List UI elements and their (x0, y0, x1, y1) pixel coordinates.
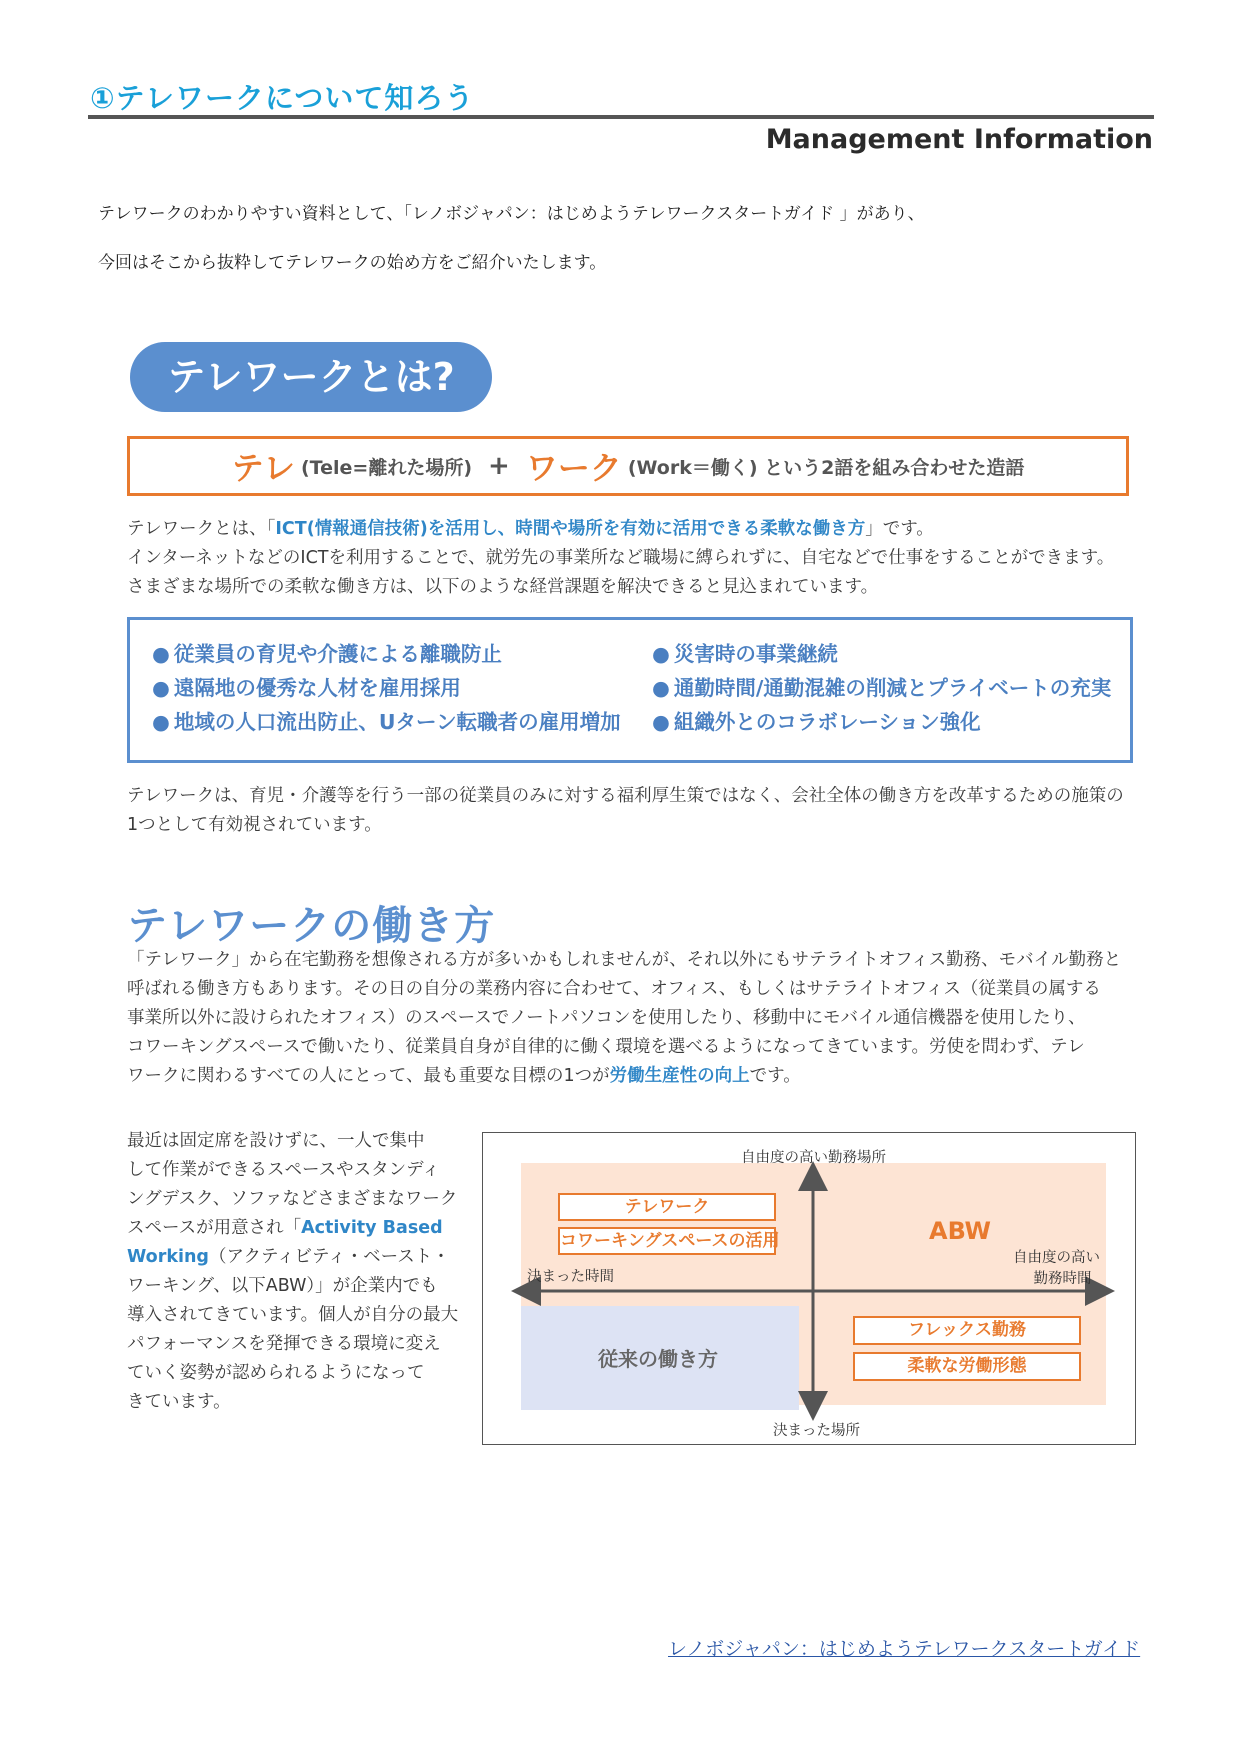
def-para-line-2: インターネットなどのICTを利用することで、就労先の事業所など職場に縛られずに、自宅などで仕事をすることができます。 (127, 548, 1115, 568)
def-plus: + (488, 451, 510, 481)
def-work: ワーク (525, 449, 622, 487)
bullet-icon: ● (652, 676, 670, 700)
diagram-axes (483, 1133, 1137, 1446)
def-tele-note: (Tele=離れた場所) (301, 456, 473, 479)
issue-item: ● 組織外とのコラボレーション強化 (652, 710, 981, 734)
work-line-4: コワーキングスペースで働いたり、従業員自身が自律的に働く環境を選べるようになってきています。労使を問わず、テレ (127, 1037, 1085, 1057)
def-para-line-3: さまざまな場所での柔軟な働き方は、以下のような経営課題を解決できると見込まれています。 (127, 577, 879, 597)
def-work-note: (Work＝働く) という2語を組み合わせた造語 (627, 456, 1025, 479)
work-style-quadrant-diagram (482, 1132, 1136, 1445)
abw-highlight: Working (127, 1247, 209, 1267)
flexible-labor-box: 柔軟な労働形態 (853, 1352, 1081, 1381)
axis-label-bottom: 決まった場所 (773, 1423, 860, 1439)
business-issues-box (127, 617, 1133, 763)
intro-line-2: 今回はそこから抜粋してテレワークの始め方をご紹介いたします。 (98, 253, 607, 273)
bullet-icon: ● (152, 676, 170, 700)
abw-line: ングデスク、ソファなどさまざまなワーク (127, 1189, 458, 1209)
work-style-heading: テレワークの働き方 (127, 903, 496, 949)
abw-paragraph (127, 1127, 462, 1417)
abw-line: 最近は固定席を設けずに、一人で集中 (127, 1131, 425, 1151)
work-line-2: 呼ばれる働き方もあります。その日の自分の業務内容に合わせて、オフィス、もしくはサテライトオフィス（従業員の属する (127, 979, 1101, 999)
issue-item: ● 通勤時間/通勤混雑の削減とプライベートの充実 (652, 676, 1112, 700)
abw-line: スペースが用意され「Activity Based (127, 1218, 443, 1238)
telework-box: テレワーク (558, 1193, 776, 1221)
issue-item: ● 遠隔地の優秀な人材を雇用採用 (152, 676, 461, 700)
flex-work-box: フレックス勤務 (853, 1316, 1081, 1345)
intro-line-1: テレワークのわかりやすい資料として、「レノボジャパン：はじめようテレワークスタートガイド 」があり、 (98, 204, 925, 224)
definition-paragraph (127, 515, 1114, 602)
coworking-box: コワーキングスペースの活用 (558, 1227, 776, 1255)
management-information-label: Management Information (765, 124, 1153, 155)
issue-item: ● 災害時の事業継続 (652, 642, 838, 666)
axis-label-top: 自由度の高い勤務場所 (741, 1150, 886, 1166)
axis-label-right: 自由度の高い 勤務時間 (1013, 1250, 1100, 1287)
abw-line: 導入されてきています。個人が自分の最大 (127, 1305, 459, 1325)
work-line-5: ワークに関わるすべての人にとって、最も重要な目標の1つが労働生産性の向上です。 (127, 1066, 801, 1086)
abw-highlight: Activity Based (301, 1218, 443, 1238)
abw-line: ワーキング、以下ABW）」が企業内でも (127, 1276, 438, 1296)
conventional-work-label: 従来の働き方 (598, 1347, 718, 1371)
welfare-paragraph (127, 782, 1124, 840)
welfare-line-1: テレワークは、育児・介護等を行う一部の従業員のみに対する福利厚生策ではなく、会社全体の働き方を改革するための施策の (127, 786, 1124, 806)
welfare-line-2: 1つとして有効視されています。 (127, 815, 382, 835)
def-tele: テレ (231, 449, 295, 487)
section-title: ①テレワークについて知ろう (90, 81, 475, 115)
work-line-3: 事業所以外に設けられたオフィス）のスペースでノートパソコンを使用したり、移動中にモバイル通信機器を使用したり、 (127, 1008, 1086, 1028)
axis-label-left: 決まった時間 (527, 1269, 614, 1285)
work-style-paragraph (127, 946, 1121, 1091)
def-para-highlight: ICT(情報通信技術)を活用し、時間や場所を有効に活用できる柔軟な働き方 (275, 519, 866, 539)
def-para-line-1: テレワークとは、「ICT(情報通信技術)を活用し、時間や場所を有効に活用できる柔軟な働き方」です。 (127, 519, 934, 539)
title-divider (88, 115, 1154, 119)
abw-line: ていく姿勢が認められるようになって (127, 1363, 425, 1383)
abw-line: Working（アクティビティ・ベースト・ (127, 1247, 450, 1267)
abw-label: ABW (929, 1217, 992, 1245)
issue-item: ● 従業員の育児や介護による離職防止 (152, 642, 502, 666)
abw-line: して作業ができるスペースやスタンディ (127, 1160, 440, 1180)
abw-line: パフォーマンスを発揮できる環境に変え (127, 1334, 441, 1354)
source-guide-link[interactable]: レノボジャパン：はじめようテレワークスタートガイド (668, 1638, 1141, 1660)
definition-box (127, 436, 1129, 496)
bullet-icon: ● (652, 710, 670, 734)
bullet-icon: ● (152, 642, 170, 666)
what-is-telework-pill: テレワークとは? (130, 342, 492, 412)
work-line-1: 「テレワーク」から在宅勤務を想像される方が多いかもしれませんが、それ以外にもサテライトオフィス勤務、モバイル勤務と (127, 950, 1122, 970)
productivity-highlight: 労働生産性の向上 (609, 1066, 750, 1086)
bullet-icon: ● (652, 642, 670, 666)
bullet-icon: ● (152, 710, 170, 734)
issue-item: ● 地域の人口流出防止、Uターン転職者の雇用増加 (152, 710, 621, 734)
abw-line: きています。 (127, 1392, 231, 1412)
